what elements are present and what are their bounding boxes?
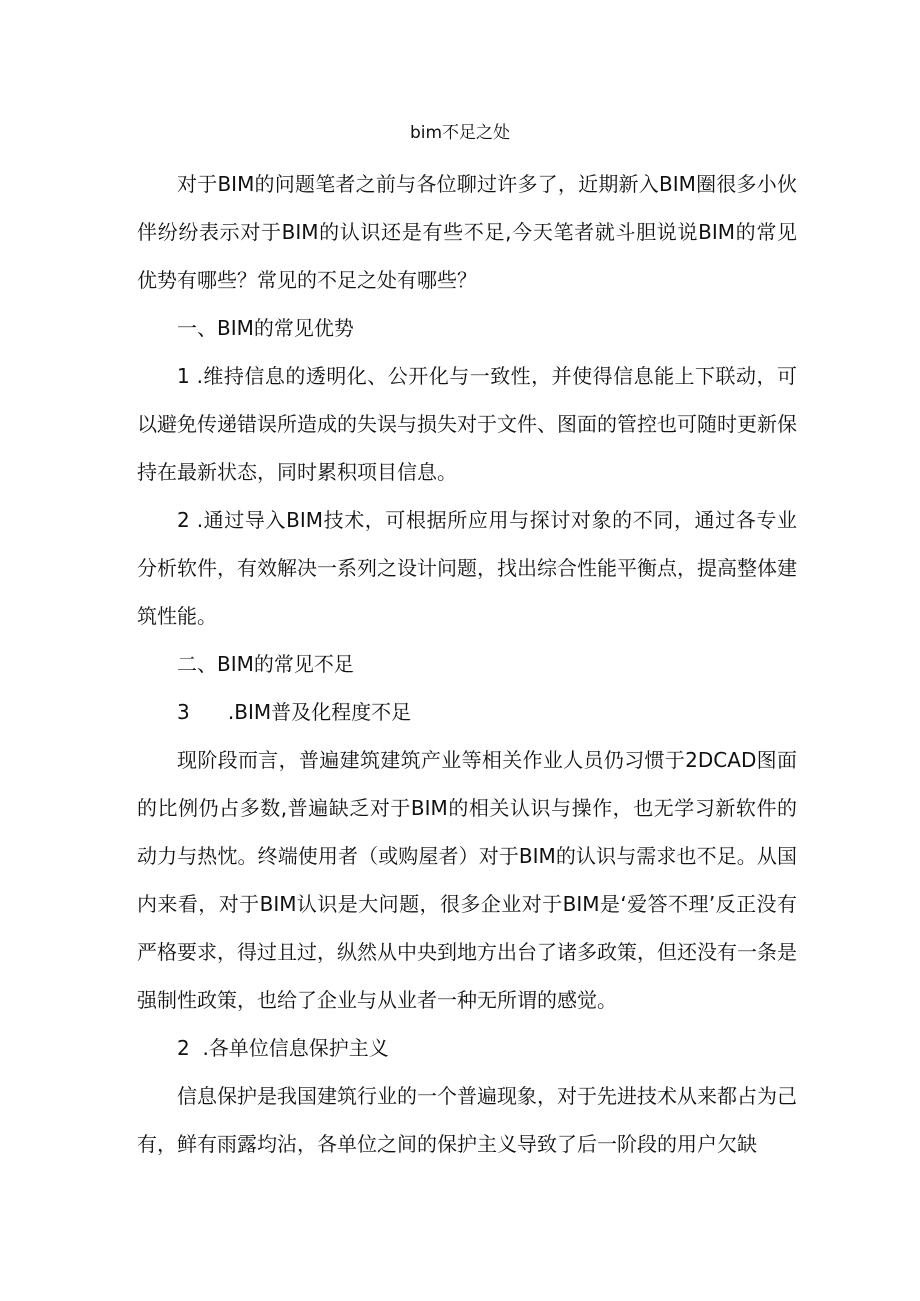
section-heading-advantages: 一、BIM的常见优势 (177, 316, 354, 340)
document-body (137, 160, 797, 1168)
shortcoming-paragraph-2: 信息保护是我国建筑行业的一个普遍现象，对于先进技术从来都占为己有，鲜有雨露均沾，各单位之间的保护主义导致了后一阶段的用户欠缺 (137, 1084, 797, 1156)
section-heading-shortcomings: 二、BIM的常见不足 (177, 652, 354, 676)
intro-paragraph: 对于BIM的问题笔者之前与各位聊过许多了，近期新入BIM圈很多小伙伴纷纷表示对于BIM的认识还是有些不足,今天笔者就斗胆说说BIM的常见优势有哪些？常见的不足之处有哪些？ (137, 172, 797, 292)
shortcoming-heading-2: 2 .各单位信息保护主义 (177, 1036, 389, 1060)
document-title: bim不足之处 (409, 123, 511, 143)
advantage-item-1: 1 .维持信息的透明化、公开化与一致性，并使得信息能上下联动，可以避免传递错误所造成的失误与损失对于文件、图面的管控也可随时更新保持在最新状态，同时累积项目信息。 (137, 364, 797, 484)
shortcoming-heading-1: 3 .BIM普及化程度不足 (177, 700, 412, 724)
advantage-item-2: 2 .通过导入BIM技术，可根据所应用与探讨对象的不同，通过各专业分析软件，有效解决一系列之设计问题，找出综合性能平衡点，提高整体建筑性能。 (137, 508, 797, 628)
shortcoming-paragraph-1: 现阶段而言，普遍建筑建筑产业等相关作业人员仍习惯于2DCAD图面的比例仍占多数,普遍缺乏对于BIM的相关认识与操作，也无学习新软件的动力与热忱。终端使用者（或购屋者）对于BIM的认识与需求也不足。从国内来看，对于BIM认识是大问题，很多企业对于BIM是‘爱答不理’反正没有严格要求，得过且过，纵然从中央到地方出台了诸多政策，但还没有一条是强制性政策，也给了企业与从业者一种无所谓的感觉。 (137, 748, 797, 1012)
